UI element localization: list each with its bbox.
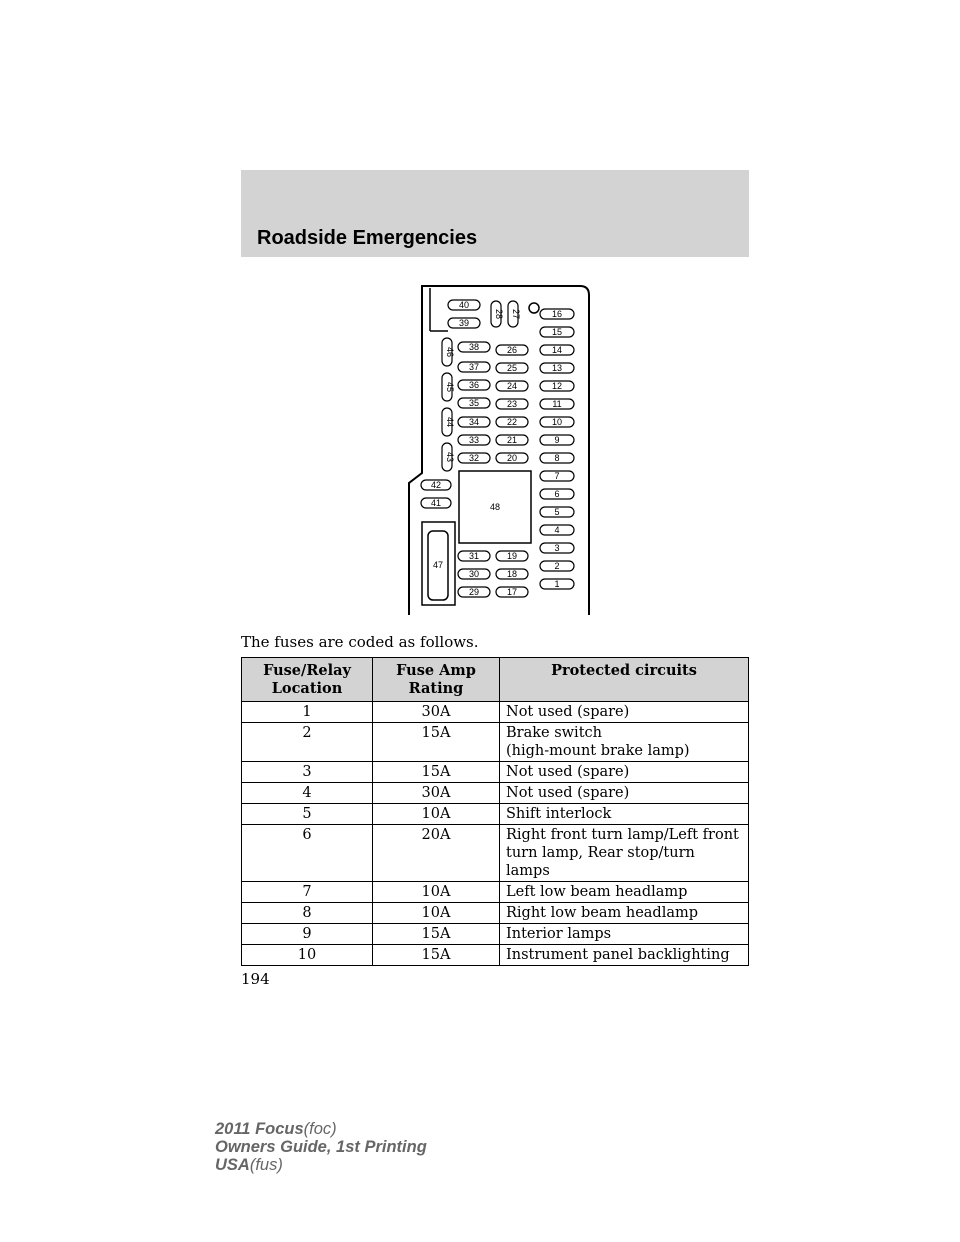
fuse-label: 34 [468, 417, 480, 427]
fuse-label: 42 [430, 480, 442, 490]
section-title: Roadside Emergencies [257, 227, 478, 249]
cell-location: 9 [242, 924, 373, 945]
cell-circuits: Not used (spare) [500, 762, 749, 783]
fuse-label: 26 [506, 345, 518, 355]
cell-location: 6 [242, 825, 373, 882]
cell-circuits: Left low beam headlamp [500, 882, 749, 903]
cell-circuits: Right low beam headlamp [500, 903, 749, 924]
cell-rating: 15A [373, 945, 500, 966]
fuse-label: 43 [445, 451, 455, 463]
fuse-label: 23 [506, 399, 518, 409]
section-header-band [241, 170, 749, 257]
fuse-label: 37 [468, 362, 480, 372]
table-header-row [242, 658, 749, 702]
fuse-label: 15 [551, 327, 563, 337]
fuse-label: 12 [551, 381, 563, 391]
cell-location: 2 [242, 723, 373, 762]
fuse-panel-diagram [404, 283, 590, 615]
cell-circuits: Interior lamps [500, 924, 749, 945]
cell-rating: 10A [373, 804, 500, 825]
fuse-label: 30 [468, 569, 480, 579]
table-row [242, 825, 749, 882]
cell-rating: 30A [373, 702, 500, 723]
fuse-label: 10 [551, 417, 563, 427]
fuse-label: 20 [506, 453, 518, 463]
cell-rating: 10A [373, 903, 500, 924]
cell-circuits: Instrument panel backlighting [500, 945, 749, 966]
cell-circuits: Not used (spare) [500, 783, 749, 804]
cell-location: 4 [242, 783, 373, 804]
fuse-label: 31 [468, 551, 480, 561]
fuse-label: 44 [445, 416, 455, 428]
fuse-label: 18 [506, 569, 518, 579]
fuse-label: 45 [445, 381, 455, 393]
cell-rating: 30A [373, 783, 500, 804]
fuse-label: 27 [511, 308, 521, 320]
footer-line-2: Owners Guide, 1st Printing [215, 1138, 427, 1156]
table-row [242, 882, 749, 903]
fuse-table [241, 657, 749, 966]
fuse-label: 5 [554, 507, 560, 517]
column-header-circuits: Protected circuits [500, 658, 749, 702]
cell-rating: 10A [373, 882, 500, 903]
table-row [242, 762, 749, 783]
fuse-label: 22 [506, 417, 518, 427]
fuse-label: 6 [554, 489, 560, 499]
fuse-label: 13 [551, 363, 563, 373]
fuse-label: 11 [552, 399, 562, 409]
fuse-label: 9 [554, 435, 560, 445]
cell-circuits: Not used (spare) [500, 702, 749, 723]
cell-location: 3 [242, 762, 373, 783]
cell-location: 5 [242, 804, 373, 825]
footer-imprint [215, 1120, 427, 1174]
cell-location: 7 [242, 882, 373, 903]
cell-location: 1 [242, 702, 373, 723]
fuse-label: 46 [445, 346, 455, 358]
column-header-rating: Fuse Amp Rating [373, 658, 500, 702]
fuse-label: 17 [506, 587, 518, 597]
cell-rating: 15A [373, 762, 500, 783]
table-row [242, 903, 749, 924]
fuse-label: 41 [430, 498, 442, 508]
fuse-label: 7 [554, 471, 560, 481]
table-row [242, 945, 749, 966]
table-row [242, 783, 749, 804]
fuse-label: 32 [468, 453, 480, 463]
fuse-label: 8 [554, 453, 560, 463]
footer-line-1: 2011 Focus(foc) [215, 1120, 337, 1138]
fuse-label: 36 [468, 380, 480, 390]
fuse-label: 3 [554, 543, 560, 553]
fuse-label: 19 [506, 551, 518, 561]
cell-circuits: Right front turn lamp/Left front turn lamp, Rear stop/turn lamps [500, 825, 749, 882]
fuse-label: 25 [506, 363, 518, 373]
fuse-label: 28 [494, 308, 504, 320]
table-row [242, 723, 749, 762]
page-number: 194 [241, 970, 270, 988]
footer-line-3: USA(fus) [215, 1156, 283, 1174]
fuse-label: 4 [554, 525, 560, 535]
cell-rating: 15A [373, 723, 500, 762]
table-row [242, 804, 749, 825]
cell-circuits: Brake switch (high-mount brake lamp) [500, 723, 749, 762]
cell-location: 10 [242, 945, 373, 966]
fuse-label: 39 [458, 318, 470, 328]
table-row [242, 924, 749, 945]
fuse-label: 14 [551, 345, 563, 355]
fuse-label: 40 [458, 300, 470, 310]
cell-rating: 20A [373, 825, 500, 882]
fuse-label: 29 [468, 587, 480, 597]
fuse-label: 24 [506, 381, 518, 391]
fuse-label: 48 [489, 502, 501, 512]
intro-text: The fuses are coded as follows. [241, 633, 479, 651]
table-row [242, 702, 749, 723]
fuse-label: 16 [551, 309, 563, 319]
cell-location: 8 [242, 903, 373, 924]
fuse-label: 47 [432, 560, 444, 570]
cell-circuits: Shift interlock [500, 804, 749, 825]
fuse-label: 1 [554, 579, 560, 589]
fuse-label: 33 [468, 435, 480, 445]
cell-rating: 15A [373, 924, 500, 945]
fuse-label: 35 [468, 398, 480, 408]
column-header-location: Fuse/Relay Location [242, 658, 373, 702]
fuse-label: 21 [506, 435, 518, 445]
fuse-label: 2 [554, 561, 560, 571]
fuse-label: 38 [468, 342, 480, 352]
